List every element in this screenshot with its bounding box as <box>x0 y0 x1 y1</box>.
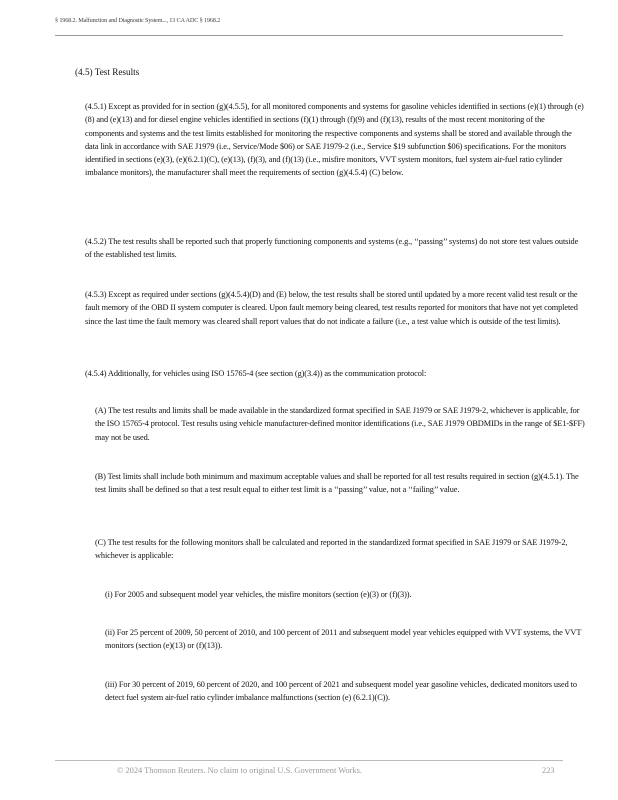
subparagraph-b: (B) Test limits shall include both minimum and maximum acceptable values and shall be reported for all test results required in section (g)(4.5.1). The test limits shall be defined so that a test result equal to either test limit is a ‘‘passing’’ value, not a ‘‘failing’’ value. <box>95 472 579 495</box>
paragraph-4-5-4: (4.5.4) Additionally, for vehicles using ISO 15765-4 (see section (g)(3.4)) as the communication protocol: <box>85 369 427 378</box>
section-heading: (4.5) Test Results <box>75 67 140 77</box>
footer-divider <box>55 760 563 761</box>
header-divider <box>55 35 563 36</box>
footer-copyright: © 2024 Thomson Reuters. No claim to original U.S. Government Works. <box>117 766 362 775</box>
subparagraph-c: (C) The test results for the following monitors shall be calculated and reported in the standardized format specified in SAE J1979 or SAE J1979-2, whichever is applicable: <box>95 538 568 561</box>
item-i: (i) For 2005 and subsequent model year vehicles, the misfire monitors (section (e)(3) or (f)(3)). <box>105 590 412 599</box>
item-ii: (ii) For 25 percent of 2009, 50 percent of 2010, and 100 percent of 2011 and subsequent model year vehicles equipped with VVT systems, the VVT monitors (section (e)(13) or (f)(13)). <box>105 628 582 651</box>
paragraph-4-5-3: (4.5.3) Except as required under sections (g)(4.5.4)(D) and (E) below, the test results shall be stored until updated by a more recent valid test result or the fault memory of the OBD II system computer is cleared. Upon fault memory being cleared, test results reported for monitors that have not yet completed since the last time the fault memory was cleared shall report values that do not indicate a failure (i.e., a test value which is outside of the test limits). <box>85 290 578 326</box>
running-header: § 1968.2. Malfunction and Diagnostic System..., 13 CA ADC § 1968.2 <box>55 17 221 24</box>
page-number: 223 <box>542 766 555 775</box>
item-iii: (iii) For 30 percent of 2019, 60 percent of 2020, and 100 percent of 2021 and subsequent model year gasoline vehicles, dedicated monitors used to detect fuel system air-fuel ratio cylinder imbalance malfunctions (section (e) (6.2.1)(C)). <box>105 680 577 703</box>
paragraph-4-5-1: (4.5.1) Except as provided for in section (g)(4.5.5), for all monitored components and systems for gasoline vehicles identified in sections (e)(1) through (e)(8) and (e)(13) and for diesel engine vehicles identified in sections (f)(1) through (f)(9) and (f)(13), results of the most recent monitoring of the components and systems and the test limits established for monitoring the respective components and systems shall be stored and available through the data link in accordance with SAE J1979 (i.e., Service/Mode $06) or SAE J1979-2 (i.e., Service $19 subfunction $06) specifications. For the monitors identified in sections (e)(3), (e)(6.2.1)(C), (e)(13), (f)(3), and (f)(13) (i.e., misfire monitors, VVT system monitors, fuel system air-fuel ratio cylinder imbalance monitors), the manufacturer shall meet the requirements of section (g)(4.5.4) (C) below. <box>85 102 584 178</box>
paragraph-4-5-2: (4.5.2) The test results shall be reported such that properly functioning components and systems (e.g., ‘‘passing’’ systems) do not store test values outside of the established test limits. <box>85 237 579 260</box>
subparagraph-a: (A) The test results and limits shall be made available in the standardized format specified in SAE J1979 or SAE J1979-2, whichever is applicable, for the ISO 15765-4 protocol. Test results using vehicle manufacturer-defined monitor identifications (i.e., SAE J1979 OBDMIDs in the range of $E1-$FF) may not be used. <box>95 406 585 442</box>
